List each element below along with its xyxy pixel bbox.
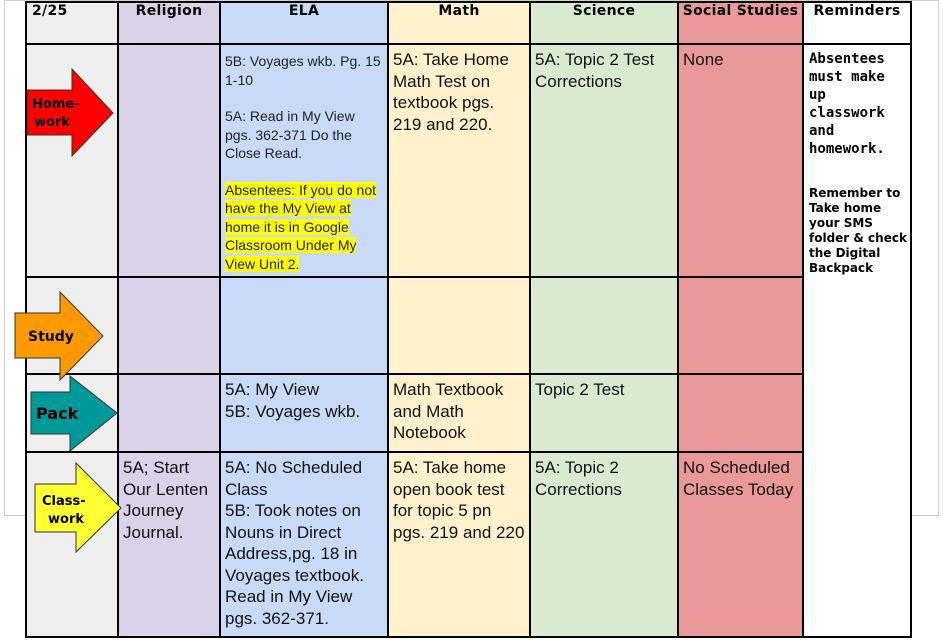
homework-label-line1: Home- (32, 97, 80, 112)
religion-header: Religion (118, 2, 220, 44)
social-studies-header: Social Studies (678, 2, 803, 44)
study-social-studies-cell (678, 277, 803, 374)
classwork-arrow-icon (34, 462, 124, 554)
homework-math-cell: 5A: Take Home Math Test on textbook pgs. 219 and 220. (388, 44, 530, 277)
reminders-cell (803, 44, 911, 637)
pack-math-cell: Math Textbook and Math Notebook (388, 374, 530, 452)
date-header: 2/25 (26, 2, 118, 44)
study-ela-cell (220, 277, 388, 374)
study-math-cell (388, 277, 530, 374)
homework-ela-cell (220, 44, 388, 277)
science-header: Science (530, 2, 678, 44)
study-religion-cell (118, 277, 220, 374)
reminders-header: Reminders (803, 2, 911, 44)
pack-ela-5b: 5B: Voyages wkb. (225, 401, 361, 421)
classwork-math-cell: 5A: Take home open book test for topic 5 pn pgs. 219 and 220 (388, 452, 530, 637)
homework-label-line2: work (34, 115, 70, 130)
pack-social-studies-cell (678, 374, 803, 452)
study-arrow-icon (14, 291, 106, 383)
pack-label: Pack (36, 404, 79, 423)
homework-ela-5a: 5A: Read in My View pgs. 362-371 Do the Close Read. (225, 108, 355, 161)
math-header: Math (388, 2, 530, 44)
homework-ela-5b: 5B: Voyages wkb. Pg. 15 1-10 (225, 53, 381, 88)
reminder-sms-folder: Remember to Take home your SMS folder & check the Digital Backpack (809, 186, 907, 275)
absentee-highlight-note: Absentees: If you do not have the My View at home it is in Google Classroom Under My View Unit 2. (225, 181, 376, 272)
homework-arrow-icon (26, 68, 116, 158)
reminder-absentees: Absentees must make up classwork and homework. (809, 51, 885, 157)
study-science-cell (530, 277, 678, 374)
homework-planner-table (25, 1, 912, 638)
classwork-science-cell: 5A: Topic 2 Corrections (530, 452, 678, 637)
classwork-social-studies-cell: No Scheduled Classes Today (678, 452, 803, 637)
study-label: Study (28, 329, 74, 345)
homework-arrow-shape (27, 69, 113, 156)
pack-science-cell: Topic 2 Test (530, 374, 678, 452)
classwork-religion-cell: 5A; Start Our Lenten Journey Journal. (118, 452, 220, 637)
classwork-ela-5a: 5A: No Scheduled Class (225, 458, 363, 499)
pack-row (26, 374, 911, 452)
pack-religion-cell (118, 374, 220, 452)
pack-ela-5a: 5A: My View (225, 380, 320, 399)
pack-arrow-icon (30, 375, 120, 453)
homework-row (26, 44, 911, 277)
homework-religion-cell (118, 44, 220, 277)
classwork-row (26, 452, 911, 637)
classwork-ela-5b: 5B: Took notes on Nouns in Direct Address,pg. 18 in Voyages textbook. Read in My View pgs. 362-371. (225, 501, 364, 628)
ela-header: ELA (220, 2, 388, 44)
header-row (26, 2, 911, 44)
study-row (26, 277, 911, 374)
classwork-label-line2: work (48, 512, 84, 527)
pack-ela-cell (220, 374, 388, 452)
classwork-label-line1: Class- (42, 494, 86, 509)
homework-science-cell: 5A: Topic 2 Test Corrections (530, 44, 678, 277)
classwork-ela-cell (220, 452, 388, 637)
homework-social-studies-cell: None (678, 44, 803, 277)
